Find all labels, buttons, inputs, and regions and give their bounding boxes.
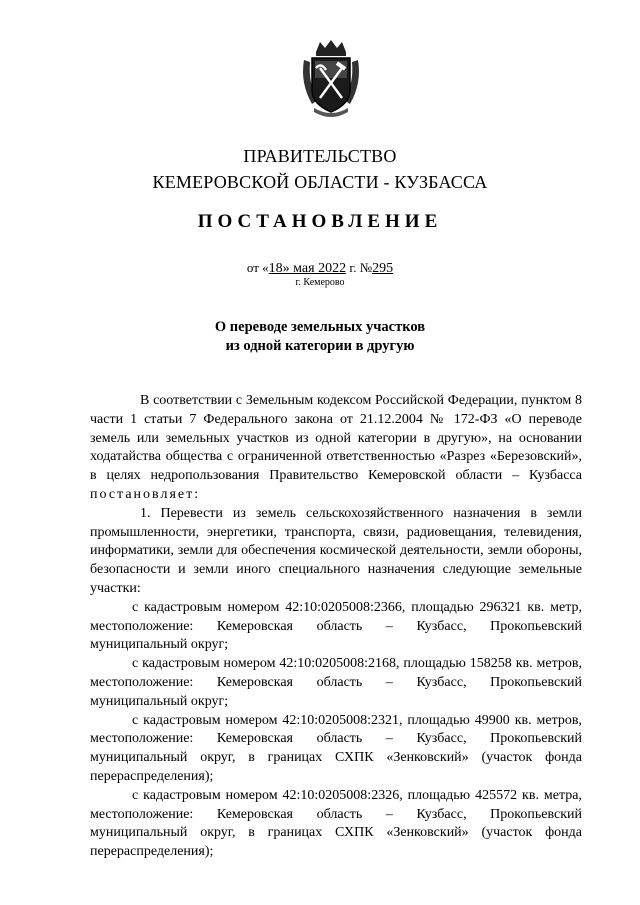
date-mid: » [282,261,294,276]
document-date-number [0,260,640,277]
document-city: г. Кемерово [295,277,345,288]
date-prefix: от « [246,260,269,275]
document-type-title: ПОСТАНОВЛЕНИЕ [197,211,443,232]
document-body [90,392,582,862]
preamble-paragraph [90,392,582,505]
preamble-text: В соответствии с Земельным кодексом Российской Федерации, пунктом 8 части 1 статьи 7 Федерального закона от 21.12.2004 № 172-ФЗ «О переводе земель или земельных участков из одной категории в другую», на основании ходатайства общества с ограниченной ответственностью «Разрез «Березовский», в целях недропользования Правительство Кемеровской области – Кузбасса [90,393,582,484]
subject-line1: О переводе земельных участков [214,319,426,335]
parcel-item: с кадастровым номером 42:10:0205008:2321, площадью 49900 кв. метров, местоположение: Кемеровская область – Кузбасс, Прокопьевский муниципальный округ, в границах СХПК «Зенковский» (участок фонда перераспределения); [90,712,582,784]
government-name-line1: ПРАВИТЕЛЬСТВО [243,146,397,166]
kemerovo-coat-of-arms-icon [298,38,364,118]
date-day: 18 [268,261,283,276]
government-name-line2: КЕМЕРОВСКОЙ ОБЛАСТИ - КУЗБАССА [152,172,488,192]
item-1-paragraph: 1. Перевести из земель сельскохозяйственного назначения в земли промышленности, энергетики, транспорта, связи, радиовещания, телевидения, информатики, земли для обеспечения космической деятельности, земли обороны, безопасности и земли иного специального назначения следующие земельные участки: [90,505,582,596]
parcel-item: с кадастровым номером 42:10:0205008:2366, площадью 296321 кв. метр, местоположение: Кемеровская область – Кузбасс, Прокопьевский муниципальный округ; [90,599,582,653]
subject-line2: из одной категории в другую [225,338,415,354]
date-month-year: мая 2022 [293,261,347,276]
document-number: 295 [372,261,394,276]
parcel-item: с кадастровым номером 42:10:0205008:2326, площадью 425572 кв. метра, местоположение: Кемеровская область – Кузбасс, Прокопьевский муниципальный округ, в границах СХПК «Зенковский» (участок фонда перераспределения); [90,787,582,860]
decree-word: постановляет: [90,486,201,502]
date-suffix: г. № [346,260,373,275]
parcel-item: с кадастровым номером 42:10:0205008:2168, площадью 158258 кв. метров, местоположение: Кемеровская область – Кузбасс, Прокопьевский муниципальный округ; [90,656,582,709]
document-subject [0,318,640,356]
